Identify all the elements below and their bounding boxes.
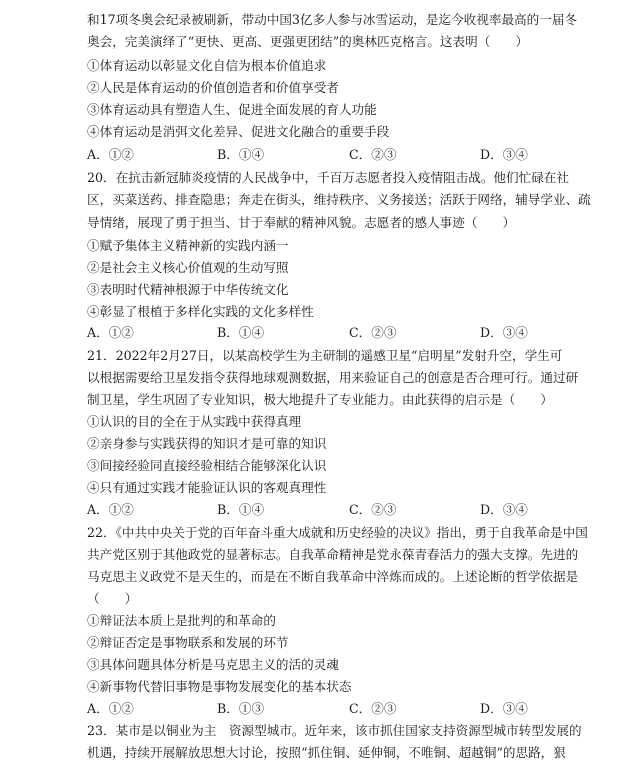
q19-text-line-1: 和17项冬奥会纪录被刷新，带动中国3亿多人参与冰雪运动，是迄今收视率最高的一届冬 xyxy=(87,12,578,27)
q21-text-line-2: 以根据需要给卫星发指令获得地球观测数据，用来验证自己的创意是否合理可行。通过研 xyxy=(87,370,579,385)
q22-text-line-1: 22．《中共中央关于党的百年奋斗重大成就和历史经验的决议》指出，勇于自我革命是中国 xyxy=(87,525,588,540)
q21-text-line-1: 21．2022年2月27日，以某高校学生为主研制的遥感卫星“启明星”发射升空，学生可 xyxy=(87,348,563,363)
q21-statement-1: ①认识的目的全在于从实践中获得真理 xyxy=(87,414,302,429)
q23-text-line-1: 23．某市是以铜业为主 资源型城市。近年来，该市抓住国家支持资源型城市转型发展的 xyxy=(87,723,582,738)
q19-text-line-2: 奥会，完美演绎了“更快、更高、更强更团结”的奥林匹克格言。这表明（ ） xyxy=(87,34,529,49)
q19-statement-4: ④体育运动是消弭文化差异、促进文化融合的重要手段 xyxy=(87,124,390,139)
q20-option-b[interactable]: B．①④ xyxy=(217,325,265,340)
q20-statement-4: ④彰显了根植于多样化实践的文化多样性 xyxy=(87,304,314,319)
q22-statement-2: ②辩证否定是事物联系和发展的环节 xyxy=(87,635,289,650)
q22-option-a[interactable]: A．①② xyxy=(87,701,134,716)
q23-text-line-2: 机遇，持续开展解放思想大讨论，按照“抓住铜、延伸铜，不唯铜、超越铜”的思路，狠 xyxy=(87,745,566,760)
q19-options xyxy=(87,146,547,164)
q22-statement-4: ④新事物代替旧事物是事物发展变化的基本状态 xyxy=(87,679,352,694)
q20-text-line-1: 20．在抗击新冠肺炎疫情的人民战争中，千百万志愿者投入疫情阻击战。他们忙碌在社 xyxy=(87,170,569,185)
q22-text-line-4: （ ） xyxy=(87,591,138,606)
q21-statement-4: ④只有通过实践才能验证认识的客观真理性 xyxy=(87,480,327,495)
q22-statement-3: ③具体问题具体分析是马克思主义的活的灵魂 xyxy=(87,657,339,672)
q20-option-a[interactable]: A．①② xyxy=(87,325,134,340)
q20-text-line-2: 区，买菜送药、排查隐患；奔走在街头，维持秩序、义务接送；活跃于网络，辅导学业、疏 xyxy=(87,192,591,207)
q20-text-line-3: 导情绪，展现了勇于担当、甘于奉献的精神风貌。志愿者的感人事迹（ ） xyxy=(87,215,516,230)
q22-statement-1: ①辩证法本质上是批判的和革命的 xyxy=(87,613,276,628)
q20-statement-1: ①赋予集体主义精神新的实践内涵一 xyxy=(87,238,289,253)
q22-option-b[interactable]: B．①③ xyxy=(217,701,265,716)
q20-statement-2: ②是社会主义核心价值观的生动写照 xyxy=(87,260,289,275)
q19-option-d[interactable]: D．③④ xyxy=(480,147,528,162)
q21-option-a[interactable]: A．①② xyxy=(87,502,134,517)
q20-statement-3: ③表明时代精神根源于中华传统文化 xyxy=(87,282,289,297)
q19-option-b[interactable]: B．①④ xyxy=(217,147,265,162)
q20-option-d[interactable]: D．③④ xyxy=(480,325,528,340)
q20-option-c[interactable]: C．②③ xyxy=(349,325,397,340)
q22-option-c[interactable]: C．②③ xyxy=(349,701,397,716)
q19-option-a[interactable]: A．①② xyxy=(87,147,134,162)
q22-options xyxy=(87,700,547,718)
q21-option-d[interactable]: D．③④ xyxy=(480,502,528,517)
q21-statement-2: ②亲身参与实践获得的知识才是可靠的知识 xyxy=(87,436,327,451)
q19-statement-2: ②人民是体育运动的价值创造者和价值享受者 xyxy=(87,80,339,95)
q19-statement-3: ③体育运动具有塑造人生、促进全面发展的育人功能 xyxy=(87,102,377,117)
q21-text-line-3: 制卫星，学生巩固了专业知识，极大地提升了专业能力。由此获得的启示是（ ） xyxy=(87,392,553,407)
q19-statement-1: ①体育运动以彰显文化自信为根本价值追求 xyxy=(87,58,327,73)
q22-text-line-2: 共产党区别于其他政党的显著标志。自我革命精神是党永葆青春活力的强大支撑。先进的 xyxy=(87,547,579,562)
q21-option-b[interactable]: B．①④ xyxy=(217,502,265,517)
q19-option-c[interactable]: C．②③ xyxy=(349,147,397,162)
q22-text-line-3: 马克思主义政党不是天生的，而是在不断自我革命中淬炼而成的。上述论断的哲学依据是 xyxy=(87,569,579,584)
q21-statement-3: ③间接经验同直接经验相结合能够深化认识 xyxy=(87,458,327,473)
q21-option-c[interactable]: C．②③ xyxy=(349,502,397,517)
q20-options xyxy=(87,324,547,342)
q22-option-d[interactable]: D．③④ xyxy=(480,701,528,716)
q21-options xyxy=(87,501,547,519)
